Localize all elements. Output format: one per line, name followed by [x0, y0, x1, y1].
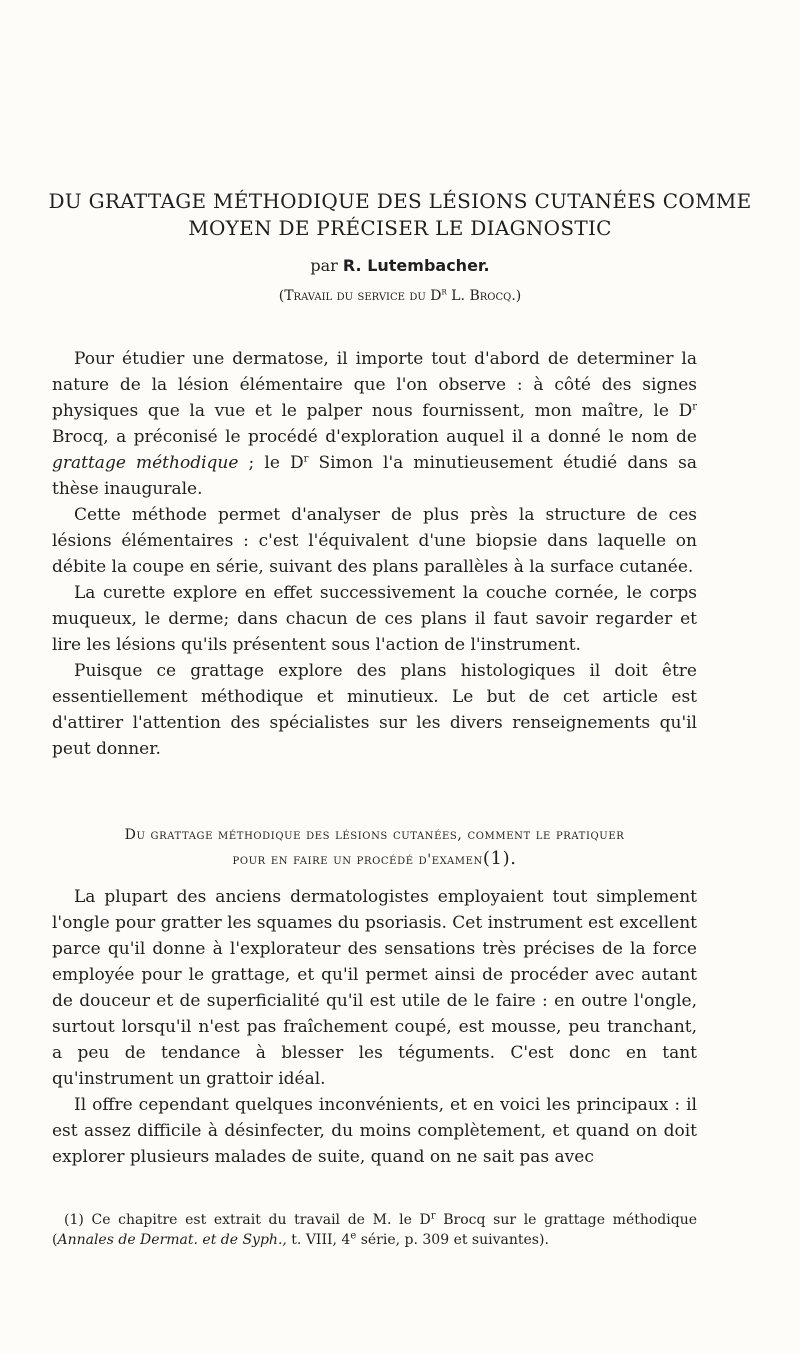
article-title	[40, 188, 760, 242]
footnote-ref: (1).	[482, 848, 517, 869]
intro-paragraph-4: Puisque ce grattage explore des plans histologiques il doit être essentiellement méthodique et minutieux. Le but de cet article est d'attirer l'attention des spécialistes sur les divers renseignements qu'il peut donner.	[52, 661, 697, 759]
intro-paragraph-1: Pour étudier une dermatose, il importe tout d'abord de determiner la nature de la lésion élémentaire que l'on observe : à côté des signes physiques que la vue et le palper nous fournissent, mon maître, le $D^r$ Brocq, a préconisé le procédé d'exploration auquel il a donné le nom de grattage méthodique ; le $D^r$ Simon l'a minutieusement étudié dans sa thèse inaugurale.	[52, 349, 698, 499]
intro-text	[52, 346, 697, 762]
section-paragraph-1: La plupart des anciens dermatologistes employaient tout simplement l'ongle pour gratter les squames du psoriasis. Cet instrument est excellent parce qu'il donne à l'explorateur des sensations très précises de la force employée pour le grattage, et qu'il permet ainsi de procéder avec autant de douceur et de superficialité qu'il est utile de le faire : en outre l'ongle, surtout lorsqu'il n'est pas fraîchement coupé, est mousse, peu tranchant, a peu de tendance à blesser les téguments. C'est donc en tant qu'instrument un grattoir idéal.	[52, 887, 697, 1089]
section-heading-line-1: Du grattage méthodique des lésions cutanées, comment le pratiquer	[124, 827, 625, 843]
intro-paragraph-3: La curette explore en effet successivement la couche cornée, le corps muqueux, le derme; dans chacun de ces plans il faut savoir regarder et lire les lésions qu'ils présentent sous l'action de l'instrument.	[52, 583, 697, 655]
title-line-1: DU GRATTAGE MÉTHODIQUE DES LÉSIONS CUTANÉES COMME	[48, 189, 752, 213]
author-name: R. Lutembacher.	[342, 256, 490, 275]
footnote: (1) Ce chapitre est extrait du travail de M. le $D^r$ Brocq sur le grattage méthodique (Annales de Dermat. et de Syph., t. VIII, 4e série, p. 309 et suivantes).	[52, 1210, 697, 1248]
title-line-2: MOYEN DE PRÉCISER LE DIAGNOSTIC	[188, 216, 612, 240]
by-prefix: par	[310, 256, 338, 275]
section-heading	[52, 823, 697, 872]
intro-paragraph-2: Cette méthode permet d'analyser de plus près la structure de ces lésions élémentaires : c'est l'équivalent d'une biopsie dans laquelle on débite la coupe en série, suivant des plans parallèles à la surface cutanée.	[52, 505, 697, 577]
section-text	[52, 884, 697, 1170]
byline	[0, 256, 800, 276]
service-attribution: (Travail du service du $D^r$ L. Brocq.)	[278, 286, 522, 304]
section-heading-line-2: pour en faire un procédé d'examen	[232, 852, 483, 868]
section-paragraph-2: Il offre cependant quelques inconvénients, et en voici les principaux : il est assez difficile à désinfecter, du moins complètement, et quand on doit explorer plusieurs malades de suite, quand on ne sait pas avec	[52, 1095, 697, 1167]
